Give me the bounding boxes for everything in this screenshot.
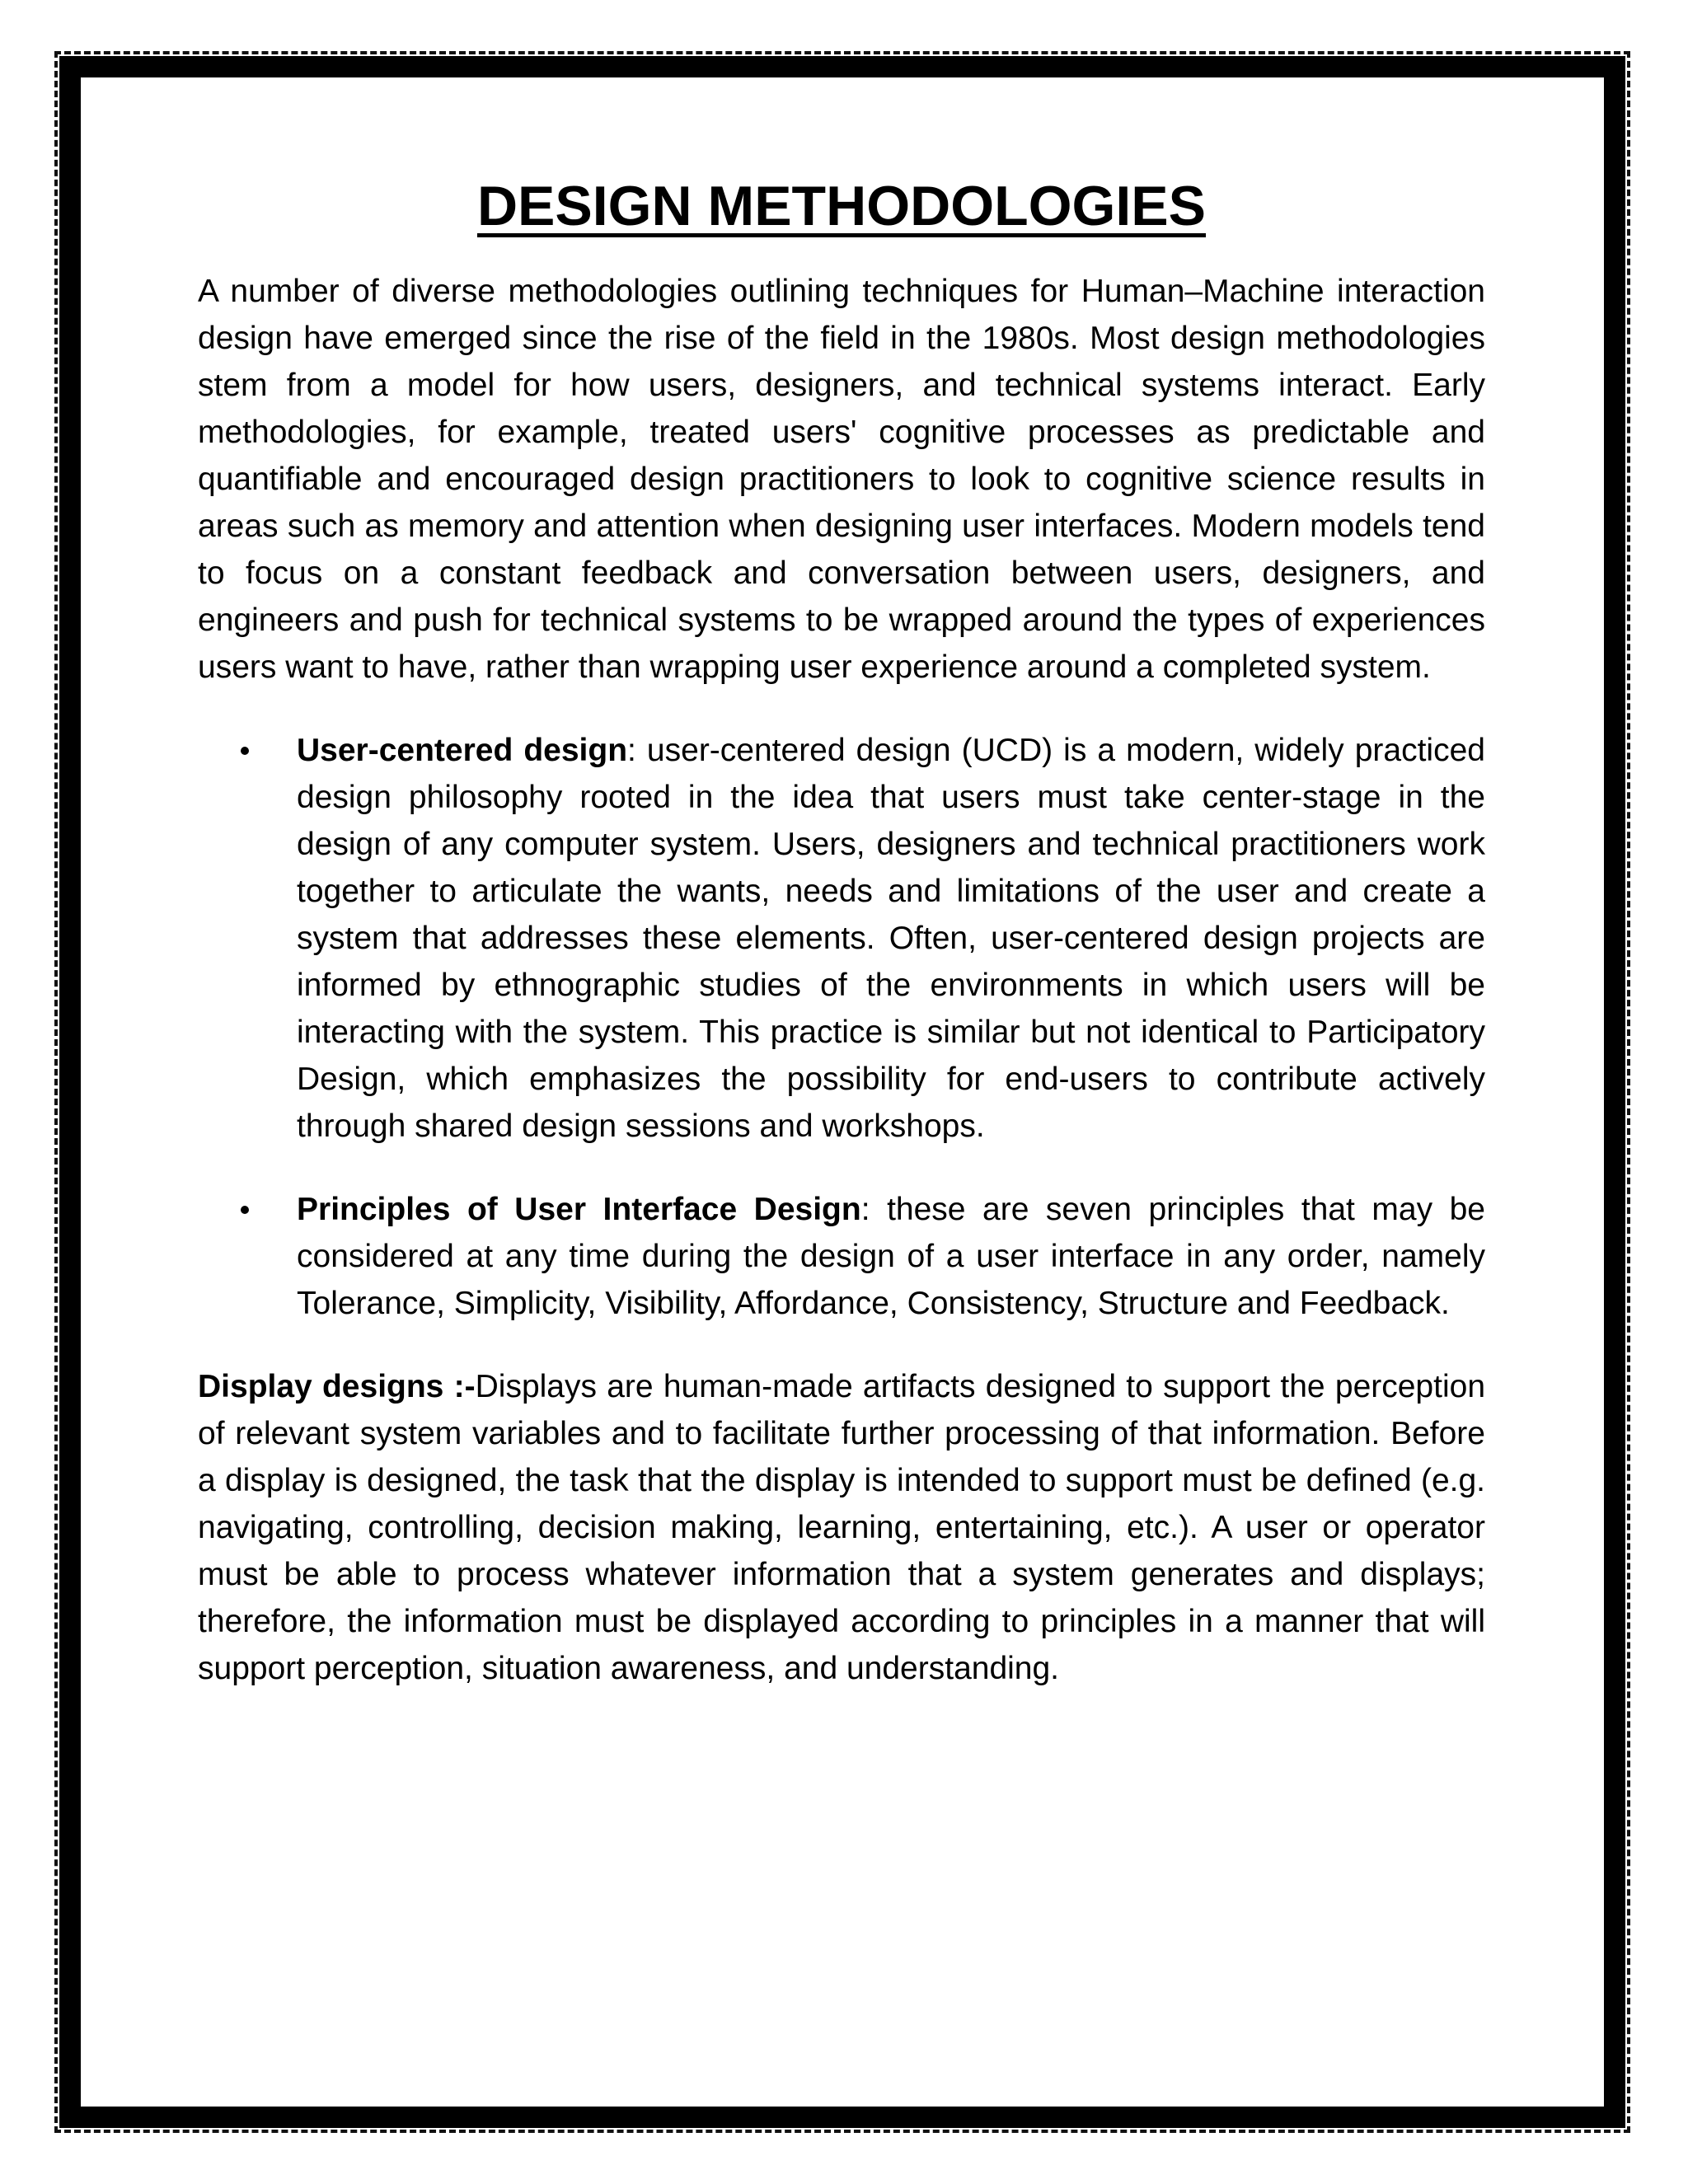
list-item-text: : these are seven principles that may be considered at any time during the design of a user interface in any order, namely Tolerance, Simplicity, Visibility, Affordance, Consistency, Structure and Feedback. <box>297 1192 1485 1321</box>
bullet-icon <box>241 1206 249 1214</box>
list-item-text: : user-centered design (UCD) is a modern, widely practiced design philosophy rooted in the idea that users must take center-stage in the design of any computer system. Users, designers and technical practitioners work together to articulate the wants, needs and limitations of the user and create a system that addresses these elements. Often, user-centered design projects are informed by ethnographic studies of the environments in which users will be interacting with the system. This practice is similar but not identical to Participatory Design, which emphasizes the possibility for end-users to contribute actively through shared design sessions and workshops. <box>297 733 1485 1144</box>
list-item-user-centered-design <box>198 727 1485 1150</box>
bullet-icon <box>241 747 249 755</box>
list-item-ui-principles <box>198 1186 1485 1327</box>
display-designs-paragraph <box>198 1363 1485 1692</box>
display-designs-term: Display designs :- <box>198 1369 476 1404</box>
page-title: DESIGN METHODOLOGIES <box>476 175 1207 237</box>
display-designs-text: Displays are human-made artifacts designed to support the perception of relevant system variables and to facilitate further processing of that information. Before a display is designed, the task that the display is intended to support must be defined (e.g. navigating, controlling, decision making, learning, entertaining, etc.). A user or operator must be able to process whatever information that a system generates and displays; therefore, the information must be displayed according to principles in a manner that will support perception, situation awareness, and understanding. <box>198 1369 1486 1686</box>
intro-paragraph: A number of diverse methodologies outlining techniques for Human–Machine interaction design have emerged since the rise of the field in the 1980s. Most design methodologies stem from a model for how users, designers, and technical systems interact. Early methodologies, for example, treated users' cognitive processes as predictable and quantifiable and encouraged design practitioners to look to cognitive science results in areas such as memory and attention when designing user interfaces. Modern models tend to focus on a constant feedback and conversation between users, designers, and engineers and push for technical systems to be wrapped around the types of experiences users want to have, rather than wrapping user experience around a completed system. <box>198 274 1485 685</box>
methodology-list <box>198 727 1485 1327</box>
list-item-term: Principles of User Interface Design <box>297 1192 861 1227</box>
document-body <box>198 169 1485 1692</box>
list-item-term: User-centered design <box>297 733 628 768</box>
